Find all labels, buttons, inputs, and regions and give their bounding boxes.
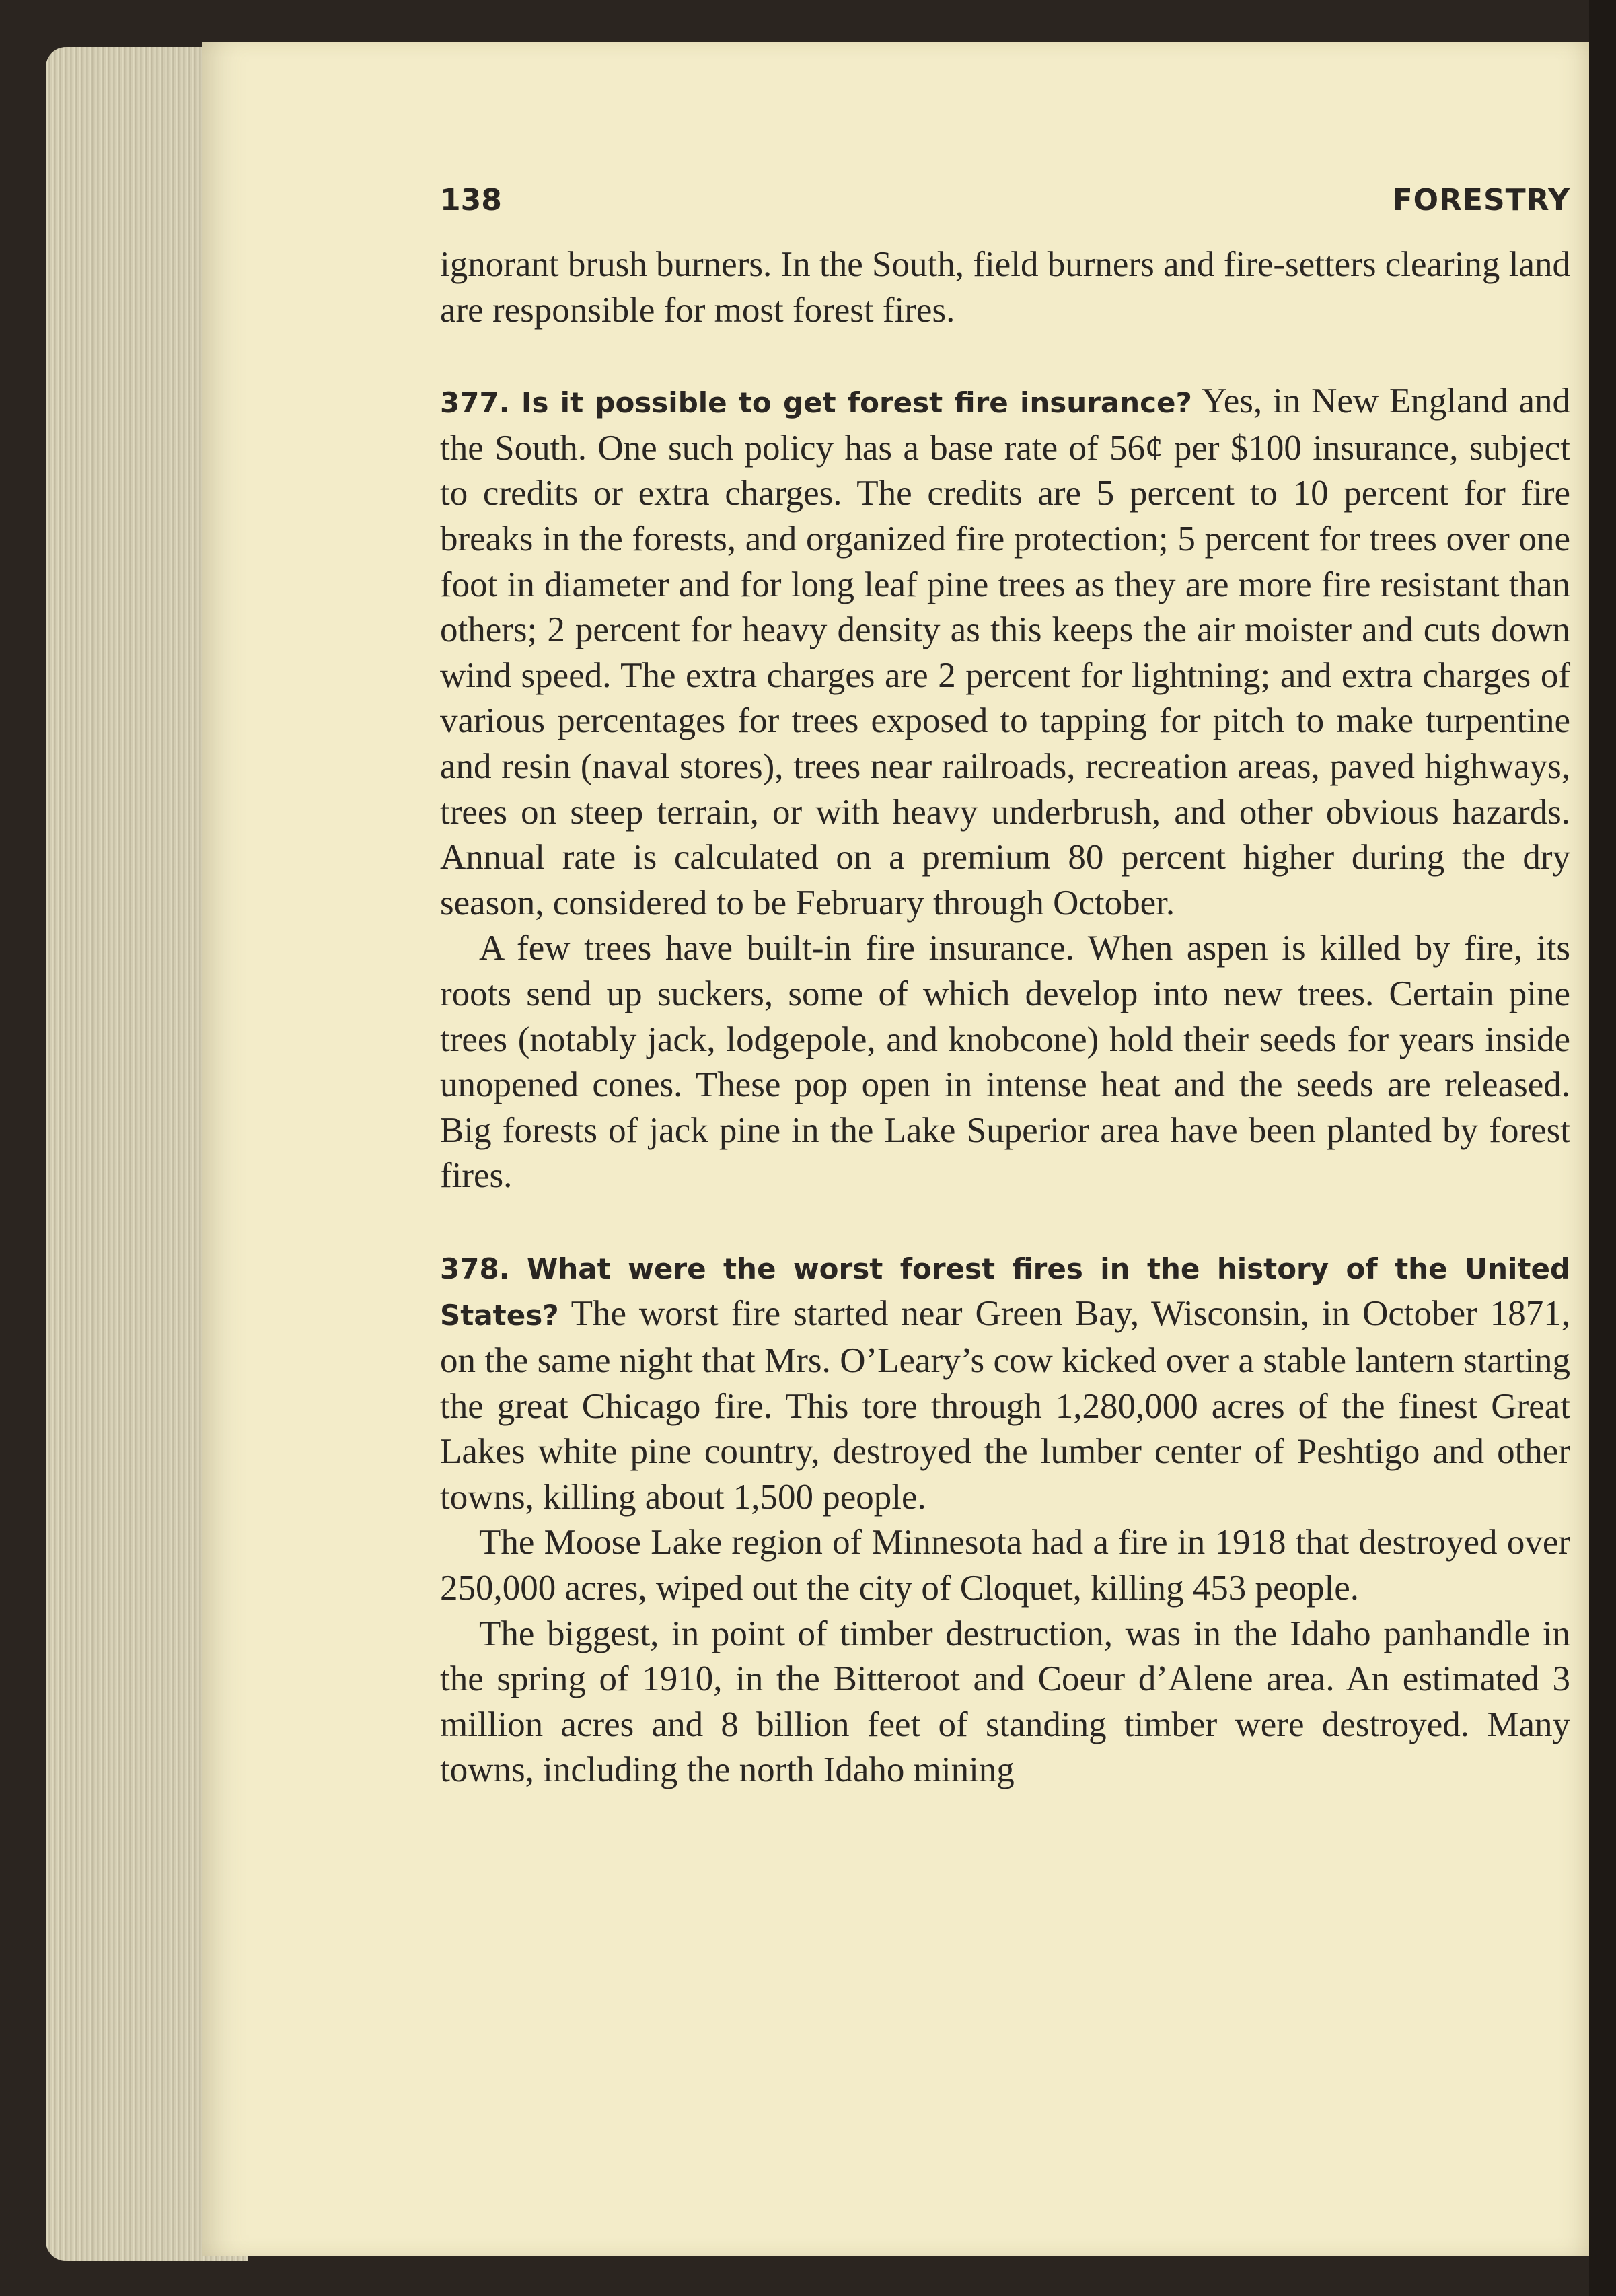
- answer-text: The worst fire started near Green Bay, Wisconsin, in October 1871, on the same night that Mrs. O’Leary’s cow kicked over a stable lantern starting the great Chicago fire. This tore through 1,280,000 acres of the finest Great Lakes white pine country, destroyed the lumber center of Peshtigo and other towns, killing about 1,500 people.: [440, 1294, 1570, 1517]
- question-heading: 377. Is it possible to get forest fire insurance?: [440, 386, 1192, 420]
- paragraph-idaho: [440, 1612, 1570, 1793]
- background-edge: [1589, 0, 1616, 2296]
- question-heading: 378. What were the worst forest fires in the history of the United States?: [440, 1252, 1570, 1332]
- paragraph-continuation: [440, 242, 1570, 333]
- paragraph-built-in-insurance: [440, 926, 1570, 1199]
- paragraph-text: ignorant brush burners. In the South, field burners and fire-setters clearing land are responsible for most forest fires.: [440, 245, 1570, 330]
- question-378: [440, 1245, 1570, 1521]
- running-header: [440, 183, 1570, 230]
- answer-text: Yes, in New England and the South. One such policy has a base rate of 56¢ per $100 insurance, subject to credits or extra charges. The credits are 5 percent to 10 percent for fire breaks in the forests, and organized fire protection; 5 percent for trees over one foot in diameter and for long leaf pine trees as they are more fire resistant than others; 2 percent for heavy density as this keeps the air moister and cuts down wind speed. The extra charges are 2 percent for lightning; and extra charges of various percentages for trees exposed to tapping for pitch to make turpentine and resin (naval stores), trees near railroads, recreation areas, paved highways, trees on steep terrain, or with heavy underbrush, and other obvious hazards. Annual rate is calculated on a premium 80 percent higher during the dry season, considered to be February through October.: [440, 382, 1570, 923]
- page-number: 138: [440, 183, 502, 217]
- question-377: [440, 379, 1570, 926]
- paragraph-text: The biggest, in point of timber destruction, was in the Idaho panhandle in the spring of 1910, in the Bitteroot and Coeur d’Alene area. An estimated 3 million acres and 8 billion feet of standing timber were destroyed. Many towns, including the north Idaho mining: [440, 1614, 1570, 1790]
- running-title: FORESTRY: [1392, 183, 1570, 217]
- paragraph-text: A few trees have built-in fire insurance. When aspen is killed by fire, its roots send up suckers, some of which develop into new trees. Certain pine trees (notably jack, lodgepole, and knobcone) hold their seeds for years inside unopened cones. These pop open in intense heat and the seeds are released. Big forests of jack pine in the Lake Superior area have been planted by forest fires.: [440, 929, 1570, 1196]
- body-text: [440, 242, 1570, 1793]
- paragraph-moose-lake: [440, 1520, 1570, 1611]
- paragraph-text: The Moose Lake region of Minnesota had a fire in 1918 that destroyed over 250,000 acres, wiped out the city of Cloquet, killing 453 people.: [440, 1523, 1570, 1608]
